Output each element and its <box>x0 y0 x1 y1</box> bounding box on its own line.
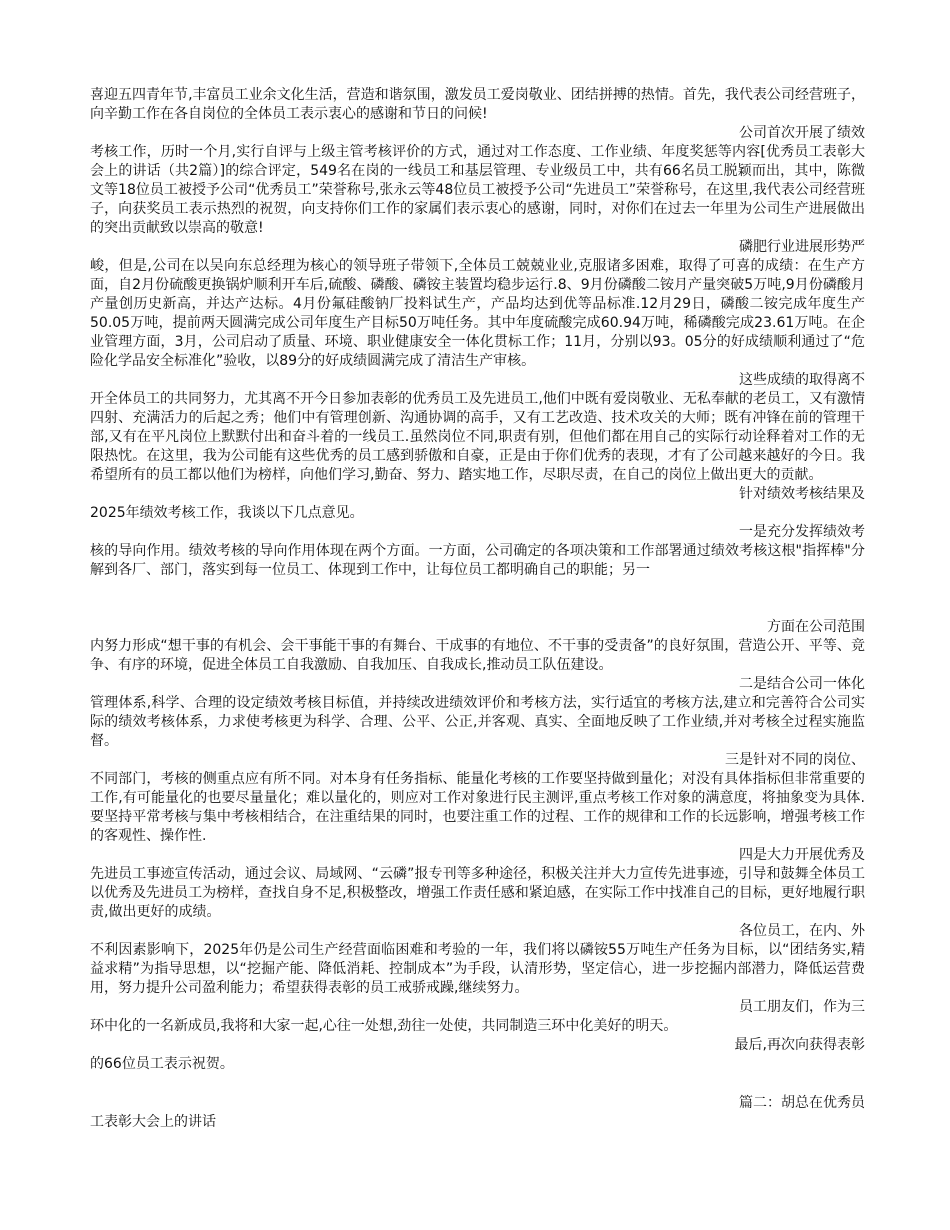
paragraph-lead: 这些成绩的取得离不 <box>739 372 865 388</box>
section-gap <box>90 1074 865 1094</box>
paragraph-body: 内努力形成“想干事的有机会、会干事能干事的有舞台、干成事的有地位、不干事的受责备”的良好氛围，营造公开、平等、竞争、有序的环境，促进全体员工自我激励、自我加压、自我成长,推动员工队伍建设。 <box>90 638 865 673</box>
paragraph-lead: 针对绩效考核结果及 <box>739 486 865 502</box>
paragraph-lead: 四是大力开展优秀及 <box>739 847 865 863</box>
paragraph-lead: 最后,再次向获得表彰 <box>734 1037 865 1053</box>
paragraph-11 <box>90 922 865 998</box>
paragraph-4 <box>90 371 865 485</box>
page-break-gap <box>90 580 865 618</box>
paragraph-6 <box>90 523 865 580</box>
paragraph-body: 不同部门，考核的侧重点应有所不同。对本身有任务指标、能量化考核的工作要坚持做到量化；对没有具体指标但非常重要的工作,有可能量化的也要尽量量化；难以量化的，则应对工作对象进行民主测评,重点考核工作对象的满意度，将抽象变为具体.要坚持平常考核与集中考核相结合，在注重结果的同时，也要注重工作的过程、工作的规律和工作的长远影响，增强考核工作的客观性、操作性. <box>90 771 865 844</box>
paragraph-2 <box>90 124 865 238</box>
paragraph-8 <box>90 675 865 751</box>
paragraph-7 <box>90 618 865 675</box>
paragraph-1 <box>90 86 865 124</box>
paragraph-5 <box>90 485 865 523</box>
paragraph-body: 峻，但是,公司在以吴向东总经理为核心的领导班子带领下,全体员工兢兢业业,克服诸多困难，取得了可喜的成绩：在生产方面，自2月份硫酸更换锅炉顺利开车后,硫酸、磷酸、磷铵主装置均稳步运行.8、9月份磷酸二铵月产量突破5万吨,9月份磷酸月产量创历史新高，并达产达标。4月份氟硅酸钠厂投料试生产，产品均达到优等品标准.12月29日，磷酸二铵完成年度生产50.05万吨，提前两天圆满完成公司年度生产目标50万吨任务。其中年度硫酸完成60.94万吨，稀磷酸完成23.61万吨。在企业管理方面，3月，公司启动了质量、环境、职业健康安全一体化贯标工作；11月，分别以93。05分的好成绩顺利通过了“危险化学品安全标准化”验收，以89分的好成绩圆满完成了清洁生产审核。 <box>90 258 865 369</box>
paragraph-lead: 方面在公司范围 <box>767 619 865 635</box>
paragraph-lead: 各位员工，在内、外 <box>739 923 865 939</box>
paragraph-10 <box>90 846 865 922</box>
paragraph-13 <box>90 1036 865 1074</box>
document-page <box>90 86 865 1132</box>
paragraph-lead: 篇二：胡总在优秀员 <box>739 1095 865 1111</box>
paragraph-12 <box>90 998 865 1036</box>
paragraph-body: 开全体员工的共同努力，尤其离不开今日参加表彰的优秀员工及先进员工,他们中既有爱岗敬业、无私奉献的老员工，又有激情四射、充满活力的后起之秀；他们中有管理创新、沟通协调的高手，又有工艺改造、技术攻关的大师；既有冲锋在前的管理干部,又有在平凡岗位上默默付出和奋斗着的一线员工.虽然岗位不同,职责有别，但他们都在用自己的实际行动诠释着对工作的无限热忱。在这里，我为公司能有这些优秀的员工感到骄傲和自豪，正是由于你们优秀的表现，才有了公司越来越好的今日。我希望所有的员工都以他们为榜样，向他们学习,勤奋、努力、踏实地工作，尽职尽责，在自己的岗位上做出更大的贡献。 <box>90 391 865 483</box>
paragraph-body: 的66位员工表示祝贺。 <box>90 1056 234 1072</box>
section-heading-2 <box>90 1094 865 1132</box>
paragraph-lead: 员工朋友们，作为三 <box>739 999 865 1015</box>
paragraph-body: 工表彰大会上的讲话 <box>90 1114 216 1130</box>
paragraph-body: 环中化的一名新成员,我将和大家一起,心往一处想,劲往一处使，共同制造三环中化美好的明天。 <box>90 1018 678 1034</box>
paragraph-lead: 磷肥行业进展形势严 <box>739 239 865 255</box>
paragraph-lead: 二是结合公司一体化 <box>739 676 865 692</box>
paragraph-9 <box>90 751 865 846</box>
paragraph-body: 核的导向作用。绩效考核的导向作用体现在两个方面。一方面，公司确定的各项决策和工作部署通过绩效考核这根"指挥棒"分解到各厂、部门，落实到每一位员工、体现到工作中，让每位员工都明确自己的职能；另一 <box>90 543 865 578</box>
paragraph-lead: 一是充分发挥绩效考 <box>739 524 865 540</box>
paragraph-lead: 三是针对不同的岗位、 <box>725 752 865 768</box>
paragraph-body: 考核工作，历时一个月,实行自评与上级主管考核评价的方式，通过对工作态度、工作业绩、年度奖惩等内容[优秀员工表彰大会上的讲话（共2篇）]的综合评定，549名在岗的一线员工和基层管理、专业级员工中，共有66名员工脱颖而出，其中，陈微文等18位员工被授予公司“优秀员工”荣誉称号,张永云等48位员工被授予公司“先进员工”荣誉称号，在这里,我代表公司经营班子，向获奖员工表示热烈的祝贺，向支持你们工作的家属们表示衷心的感谢，同时，对你们在过去一年里为公司生产进展做出的突出贡献致以崇高的敬意! <box>90 144 865 236</box>
paragraph-body: 管理体系,科学、合理的设定绩效考核目标值，并持续改进绩效评价和考核方法，实行适宜的考核方法,建立和完善符合公司实际的绩效考核体系，力求使考核更为科学、合理、公平、公正,并客观、真实、全面地反映了工作业绩,并对考核全过程实施监督。 <box>90 695 865 749</box>
paragraph-3 <box>90 238 865 371</box>
paragraph-body: 先进员工事迹宣传活动，通过会议、局域网、“云磷”报专刊等多种途径，积极关注并大力宣传先进事迹，引导和鼓舞全体员工以优秀及先进员工为榜样，查找自身不足,积极整改，增强工作责任感和紧迫感，在实际工作中找准自己的目标，更好地履行职责,做出更好的成绩。 <box>90 866 865 920</box>
paragraph-body: 2025年绩效考核工作，我谈以下几点意见。 <box>90 505 364 521</box>
paragraph-body: 不利因素影响下，2025年仍是公司生产经营面临困难和考验的一年，我们将以磷铵55万吨生产任务为目标，以“团结务实,精益求精”为指导思想，以“挖掘产能、降低消耗、控制成本”为手段，认清形势，坚定信心，进一步挖掘内部潜力，降低运营费用，努力提升公司盈利能力；希望获得表彰的员工戒骄戒躁,继续努力。 <box>90 942 865 996</box>
paragraph-body: 喜迎五四青年节,丰富员工业余文化生活，营造和谐氛围，激发员工爱岗敬业、团结拼搏的热情。首先，我代表公司经营班子，向辛勤工作在各自岗位的全体员工表示衷心的感谢和节日的问候! <box>90 87 865 122</box>
paragraph-lead: 公司首次开展了绩效 <box>739 125 865 141</box>
